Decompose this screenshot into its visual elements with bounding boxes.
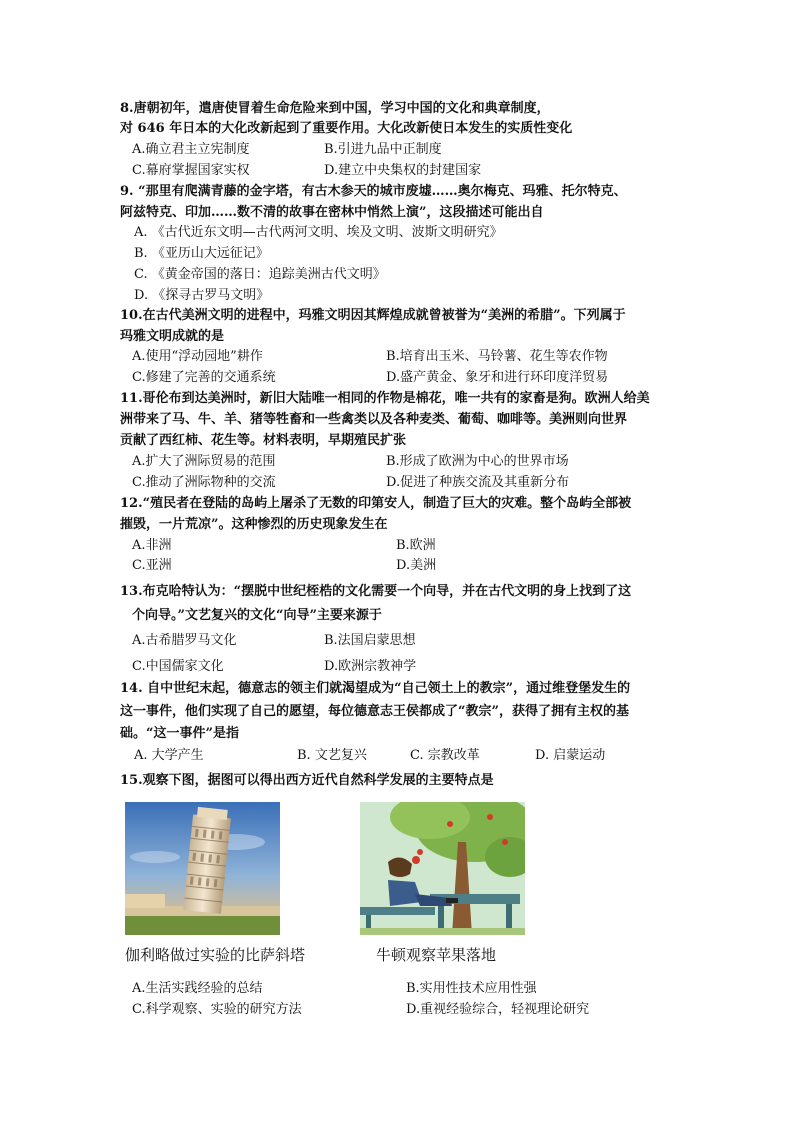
q9-option-b: B. 《亚历山大远征记》	[134, 246, 269, 261]
q13-option-a: A.古希腊罗马文化	[132, 633, 237, 648]
q8-option-d: D.建立中央集权的封建国家	[324, 163, 482, 178]
pisa-tower-image	[125, 802, 280, 935]
q12-option-d: D.美洲	[396, 558, 437, 573]
q8-option-b: B.引进九品中正制度	[324, 142, 442, 157]
q9-option-c: C. 《黄金帝国的落日：追踪美洲古代文明》	[134, 267, 386, 282]
q11-stem-line3: 贡献了西红柿、花生等。材料表明，早期殖民扩张	[120, 433, 407, 448]
q8-stem-line1: 8.唐朝初年，遣唐使冒着生命危险来到中国，学习中国的文化和典章制度，	[120, 101, 550, 116]
q11-stem-line2: 洲带来了马、牛、羊、猪等牲畜和一些禽类以及各种麦类、葡萄、咖啡等。美洲则向世界	[120, 412, 628, 427]
q11-option-d: D.促进了种族交流及其重新分布	[386, 475, 570, 490]
q11-option-a: A.扩大了洲际贸易的范围	[132, 454, 276, 469]
q12-stem-line2: 摧毁，一片荒凉”。这种惨烈的历史现象发生在	[120, 517, 388, 532]
q8-stem-line2: 对 646 年日本的大化改新起到了重要作用。大化改新使日本发生的实质性变化	[120, 121, 573, 136]
q12-option-a: A.非洲	[132, 538, 172, 553]
q9-stem-line2: 阿兹特克、印加……数不清的故事在密林中悄然上演”，这段描述可能出自	[120, 205, 544, 220]
q12-stem-line1: 12.“殖民者在登陆的岛屿上屠杀了无数的印第安人，制造了巨大的灾难。整个岛屿全部被	[120, 496, 632, 511]
q11-stem-line1: 11.哥伦布到达美洲时，新旧大陆唯一相同的作物是棉花，唯一共有的家畜是狗。欧洲人给美	[120, 391, 650, 406]
q15-option-b: B.实用性技术应用性强	[406, 981, 537, 996]
q14-option-d: D. 启蒙运动	[535, 748, 606, 763]
q9-stem-line1: 9. “那里有爬满青藤的金字塔，有古木参天的城市废墟……奥尔梅克、玛雅、托尔特克、	[120, 184, 627, 199]
q15-option-c: C.科学观察、实验的研究方法	[132, 1002, 302, 1017]
q15-option-d: D.重视经验综合，轻视理论研究	[406, 1002, 590, 1017]
q14-stem-line1: 14. 自中世纪末起，德意志的领主们就渴望成为“自己领土上的教宗”，通过维登堡发生的	[120, 681, 631, 696]
q14-stem-line2: 这一事件，他们实现了自己的愿望，每位德意志王侯都成了“教宗”，获得了拥有主权的基	[120, 704, 629, 719]
q12-option-c: C.亚洲	[132, 558, 172, 573]
q13-option-c: C.中国儒家文化	[132, 659, 224, 674]
q15-option-a: A.生活实践经验的总结	[132, 981, 263, 996]
q12-option-b: B.欧洲	[396, 538, 436, 553]
q14-stem-line3: 础。“这一事件”是指	[120, 726, 239, 741]
q14-option-b: B. 文艺复兴	[297, 748, 367, 763]
q13-option-d: D.欧洲宗教神学	[324, 659, 417, 674]
q10-stem-line2: 玛雅文明成就的是	[120, 329, 225, 344]
q8-option-c: C.幕府掌握国家实权	[132, 163, 250, 178]
q10-option-a: A.使用“浮动园地”耕作	[132, 349, 263, 364]
q11-option-c: C.推动了洲际物种的交流	[132, 475, 276, 490]
newton-caption: 牛顿观察苹果落地	[376, 946, 497, 964]
q13-stem-line2: 个向导。”文艺复兴的文化“向导”主要来源于	[132, 608, 382, 623]
q10-option-d: D.盛产黄金、象牙和进行环印度洋贸易	[386, 370, 609, 385]
q14-option-c: C. 宗教改革	[410, 748, 480, 763]
q10-option-c: C.修建了完善的交通系统	[132, 370, 276, 385]
q11-option-b: B.形成了欧洲为中心的世界市场	[386, 454, 569, 469]
q8-option-a: A.确立君主立宪制度	[132, 142, 250, 157]
q15-stem: 15.观察下图，据图可以得出西方近代自然科学发展的主要特点是	[120, 773, 494, 788]
q14-option-a: A. 大学产生	[134, 748, 204, 763]
q9-option-a: A. 《古代近东文明—古代两河文明、埃及文明、波斯文明研究》	[134, 225, 503, 240]
pisa-caption: 伽利略做过实验的比萨斜塔	[125, 946, 306, 964]
q13-option-b: B.法国启蒙思想	[324, 633, 416, 648]
q10-option-b: B.培育出玉米、马铃薯、花生等农作物	[386, 349, 608, 364]
newton-apple-image	[360, 802, 525, 935]
q10-stem-line1: 10.在古代美洲文明的进程中，玛雅文明因其辉煌成就曾被誉为“美洲的希腊”。下列属于	[120, 308, 626, 323]
q9-option-d: D. 《探寻古罗马文明》	[134, 288, 270, 303]
q13-stem-line1: 13.布克哈特认为：“摆脱中世纪桎梏的文化需要一个向导，并在古代文明的身上找到了这	[120, 584, 632, 599]
